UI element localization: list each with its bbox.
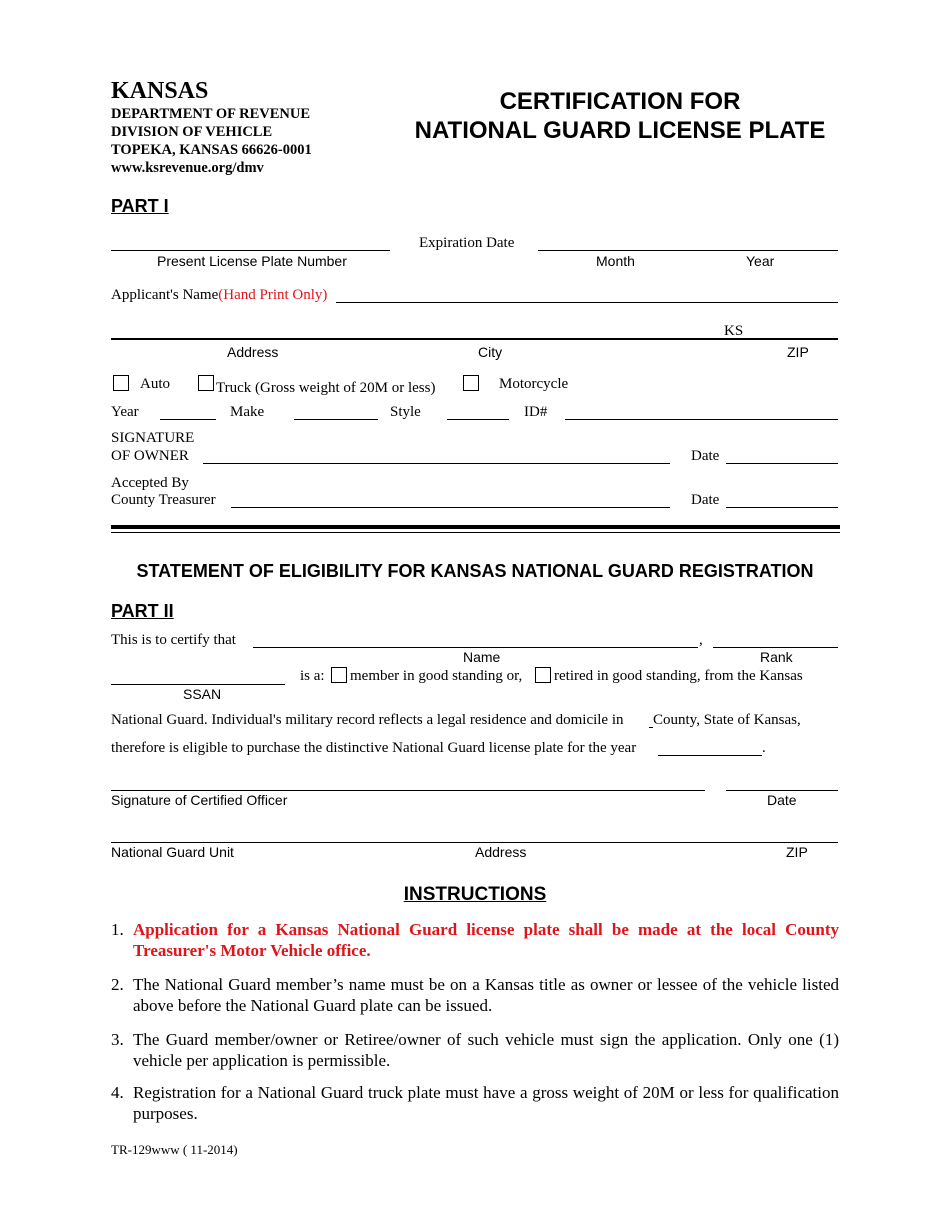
instruction-number: 1. — [111, 920, 124, 939]
plate-number-label: Present License Plate Number — [157, 253, 347, 269]
section-divider-thin — [111, 532, 840, 533]
instruction-item — [111, 1082, 839, 1124]
month-label: Month — [596, 253, 635, 269]
vehicle-year-field[interactable] — [160, 419, 216, 420]
id-label: ID# — [524, 404, 548, 420]
agency-state: KANSAS — [111, 78, 209, 104]
section-divider-thick — [111, 525, 840, 529]
eligible-text: therefore is eligible to purchase the distinctive National Guard license plate for the year — [111, 740, 637, 756]
address-label: Address — [227, 344, 279, 360]
truck-checkbox[interactable] — [198, 375, 214, 391]
instruction-number: 4. — [111, 1083, 124, 1102]
form-title-line1: CERTIFICATION FOR — [499, 88, 741, 115]
instruction-text: The Guard member/owner or Retiree/owner of such vehicle must sign the application. Only one (1) vehicle per application is permissible. — [133, 1030, 839, 1070]
hand-print-note: (Hand Print Only) — [218, 287, 328, 303]
instruction-item — [111, 919, 839, 961]
make-label: Make — [230, 404, 265, 420]
period: . — [762, 740, 766, 756]
owner-signature-field[interactable] — [203, 463, 670, 464]
is-a-text: is a: — [300, 668, 325, 684]
truck-label: Truck (Gross weight of 20M or less) — [216, 380, 436, 396]
officer-signature-field[interactable] — [111, 790, 705, 791]
retired-option-label: retired in good standing, from the Kansas — [554, 668, 803, 684]
residence-text: National Guard. Individual's military record reflects a legal residence and domicile in — [111, 712, 624, 728]
motorcycle-label: Motorcycle — [499, 376, 569, 392]
year-label: Year — [746, 253, 775, 269]
zip-label: ZIP — [787, 344, 809, 360]
certify-text: This is to certify that — [111, 632, 236, 648]
name-field[interactable] — [253, 647, 698, 648]
plate-number-field[interactable] — [111, 250, 390, 251]
form-title — [370, 87, 870, 145]
style-label: Style — [390, 404, 421, 420]
signature-label-1: SIGNATURE — [111, 430, 195, 446]
applicant-name-label: Applicant's Name — [111, 287, 219, 303]
rank-label: Rank — [760, 649, 793, 665]
id-field[interactable] — [565, 419, 838, 420]
owner-date-field[interactable] — [726, 463, 838, 464]
instruction-number: 3. — [111, 1030, 124, 1049]
city-label: City — [478, 344, 503, 360]
officer-signature-label: Signature of Certified Officer — [111, 792, 288, 808]
instruction-text: The National Guard member’s name must be on a Kansas title as owner or lessee of the vehicle listed above before the National Guard plate can be issued. — [133, 975, 839, 1015]
expiration-field[interactable] — [538, 250, 838, 251]
accepted-label-2: County Treasurer — [111, 492, 216, 508]
statement-heading: STATEMENT OF ELIGIBILITY FOR KANSAS NATIONAL GUARD REGISTRATION — [136, 561, 814, 581]
signature-label-2: OF OWNER — [111, 448, 189, 464]
instruction-text: Application for a Kansas National Guard license plate shall be made at the local County Treasurer's Motor Vehicle office. — [133, 920, 839, 960]
guard-unit-field[interactable] — [111, 842, 838, 843]
member-checkbox[interactable] — [331, 667, 347, 683]
retired-checkbox[interactable] — [535, 667, 551, 683]
style-field[interactable] — [447, 419, 509, 420]
expiration-label: Expiration Date — [419, 235, 515, 251]
guard-unit-label: National Guard Unit — [111, 844, 234, 860]
agency-website[interactable]: www.ksrevenue.org/dmv — [111, 160, 264, 176]
applicant-label — [111, 287, 327, 304]
ssan-label: SSAN — [183, 686, 222, 702]
unit-zip-label: ZIP — [786, 844, 808, 860]
unit-address-label: Address — [475, 844, 527, 860]
officer-date-field[interactable] — [726, 790, 838, 791]
instructions-heading: INSTRUCTIONS — [403, 884, 547, 905]
treasurer-date-field[interactable] — [726, 507, 838, 508]
instruction-text: Registration for a National Guard truck plate must have a gross weight of 20M or less for qualification purposes. — [133, 1083, 839, 1123]
name-label: Name — [463, 649, 501, 665]
treasurer-signature-field[interactable] — [231, 507, 670, 508]
instruction-number: 2. — [111, 975, 124, 994]
rank-field[interactable] — [713, 647, 838, 648]
officer-date-label: Date — [767, 792, 797, 808]
part1-heading: PART I — [111, 196, 169, 216]
accepted-label-1: Accepted By — [111, 475, 189, 491]
auto-checkbox[interactable] — [113, 375, 129, 391]
address-field[interactable] — [111, 338, 838, 340]
vehicle-year-label: Year — [111, 404, 139, 420]
agency-department: DEPARTMENT OF REVENUE — [111, 106, 311, 122]
part2-heading: PART II — [111, 601, 174, 621]
state-value: KS — [724, 323, 744, 339]
year-field[interactable] — [658, 755, 762, 756]
ssan-field[interactable] — [111, 684, 285, 685]
comma: , — [699, 632, 703, 648]
member-option-label: member in good standing or, — [350, 668, 523, 684]
motorcycle-checkbox[interactable] — [463, 375, 479, 391]
county-text: County, State of Kansas, — [653, 712, 801, 728]
form-title-line2: NATIONAL GUARD LICENSE PLATE — [414, 117, 826, 144]
instruction-item — [111, 1029, 839, 1071]
auto-label: Auto — [140, 376, 170, 392]
agency-address: TOPEKA, KANSAS 66626-0001 — [111, 142, 312, 158]
treasurer-date-label: Date — [691, 492, 720, 508]
agency-division: DIVISION OF VEHICLE — [111, 124, 273, 140]
applicant-name-field[interactable] — [336, 302, 838, 303]
instruction-item — [111, 974, 839, 1016]
make-field[interactable] — [294, 419, 378, 420]
owner-date-label: Date — [691, 448, 720, 464]
form-number: TR-129www ( 11-2014) — [111, 1142, 238, 1157]
